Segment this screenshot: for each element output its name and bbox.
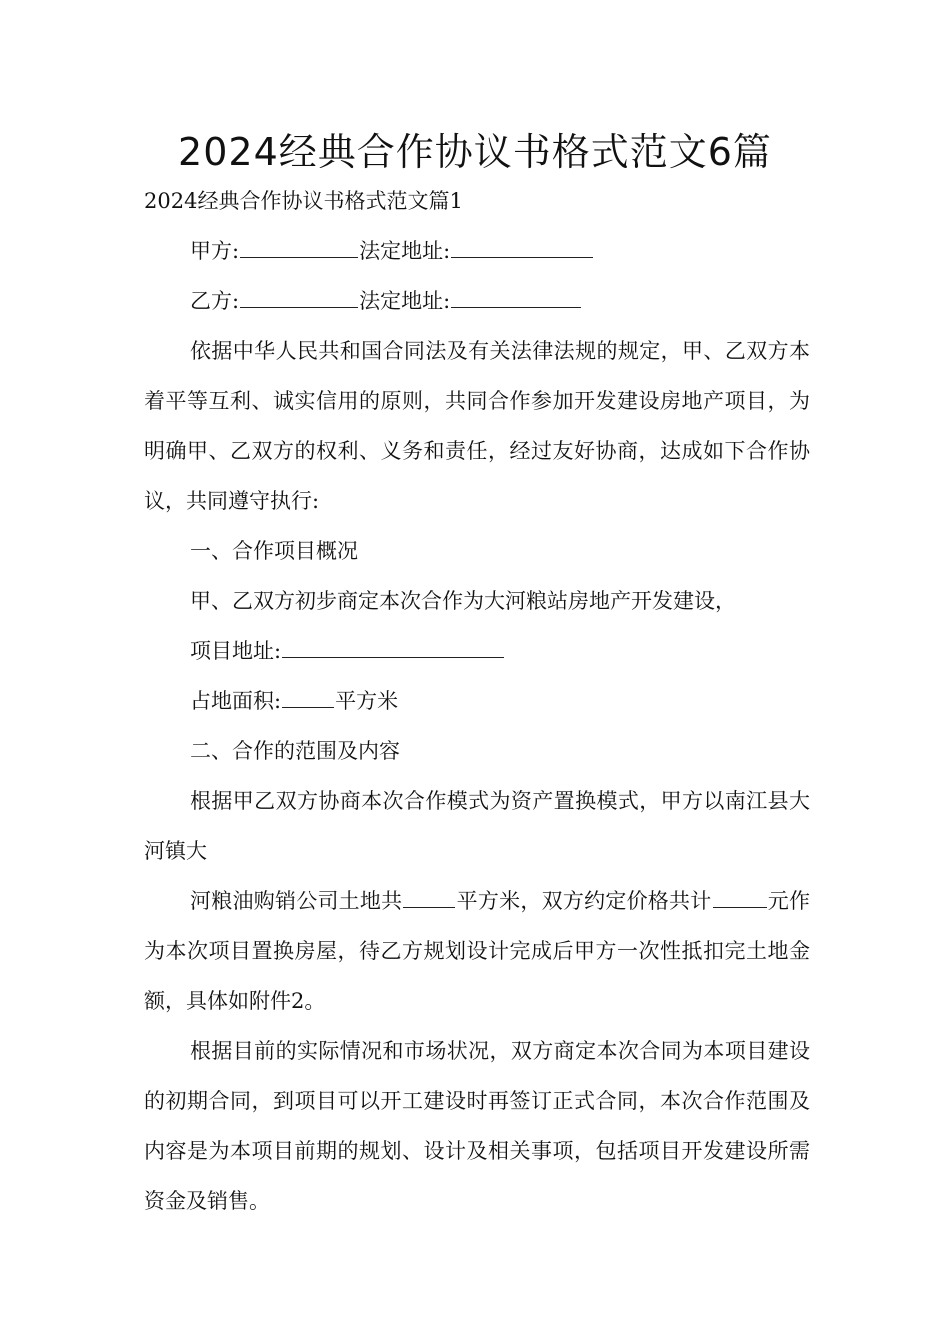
document-body — [144, 176, 810, 1226]
intro-paragraph: 依据中华人民共和国合同法及有关法律法规的规定，甲、乙双方本着平等互利、诚实信用的原则，共同合作参加开发建设房地产项目，为明确甲、乙双方的权利、义务和责任，经过友好协商，达成如下合作协议，共同遵守执行: — [144, 339, 810, 513]
price-text: 平方米，双方约定价格共计 — [456, 889, 712, 913]
project-address-label: 项目地址: — [190, 639, 282, 663]
land-area-blank — [403, 885, 455, 908]
section2-paragraph-3: 根据目前的实际情况和市场状况，双方商定本次合同为本项目建设的初期合同，到项目可以开工建设时再签订正式合同，本次合作范围及内容是为本项目前期的规划、设计及相关事项，包括项目开发建设所需资金及销售。 — [144, 1039, 810, 1213]
party-b-name-blank — [240, 285, 358, 308]
area-unit: 平方米 — [335, 689, 399, 713]
party-a-address-label: 法定地址: — [359, 239, 451, 263]
area-label: 占地面积: — [190, 689, 282, 713]
section1-paragraph: 甲、乙双方初步商定本次合作为大河粮站房地产开发建设， — [190, 589, 736, 613]
project-address-blank — [282, 635, 504, 658]
party-a-address-blank — [451, 235, 593, 258]
document-subtitle: 2024经典合作协议书格式范文篇1 — [144, 189, 463, 213]
section2-heading: 二、合作的范围及内容 — [190, 739, 400, 763]
area-blank — [282, 685, 334, 708]
party-b-label: 乙方: — [190, 289, 240, 313]
exchange-text: 元作为本次项目置换房屋，待乙方规划设计完成后甲方一次性抵扣完土地金额，具体如附件2。 — [144, 889, 811, 1013]
section2-paragraph-2 — [144, 876, 810, 1026]
document-title: 2024经典合作协议书格式范文6篇 — [178, 130, 772, 174]
party-b-address-label: 法定地址: — [359, 289, 451, 313]
party-b-address-blank — [451, 285, 581, 308]
section1-heading: 一、合作项目概况 — [190, 539, 358, 563]
project-address-line — [144, 626, 810, 676]
price-blank — [713, 885, 767, 908]
party-b-line — [144, 276, 810, 326]
party-a-line — [144, 226, 810, 276]
land-text: 河粮油购销公司土地共 — [190, 889, 403, 913]
party-a-name-blank — [240, 235, 358, 258]
section2-paragraph-1: 根据甲乙双方协商本次合作模式为资产置换模式，甲方以南江县大河镇大 — [144, 789, 810, 863]
party-a-label: 甲方: — [190, 239, 240, 263]
area-line — [144, 676, 810, 726]
